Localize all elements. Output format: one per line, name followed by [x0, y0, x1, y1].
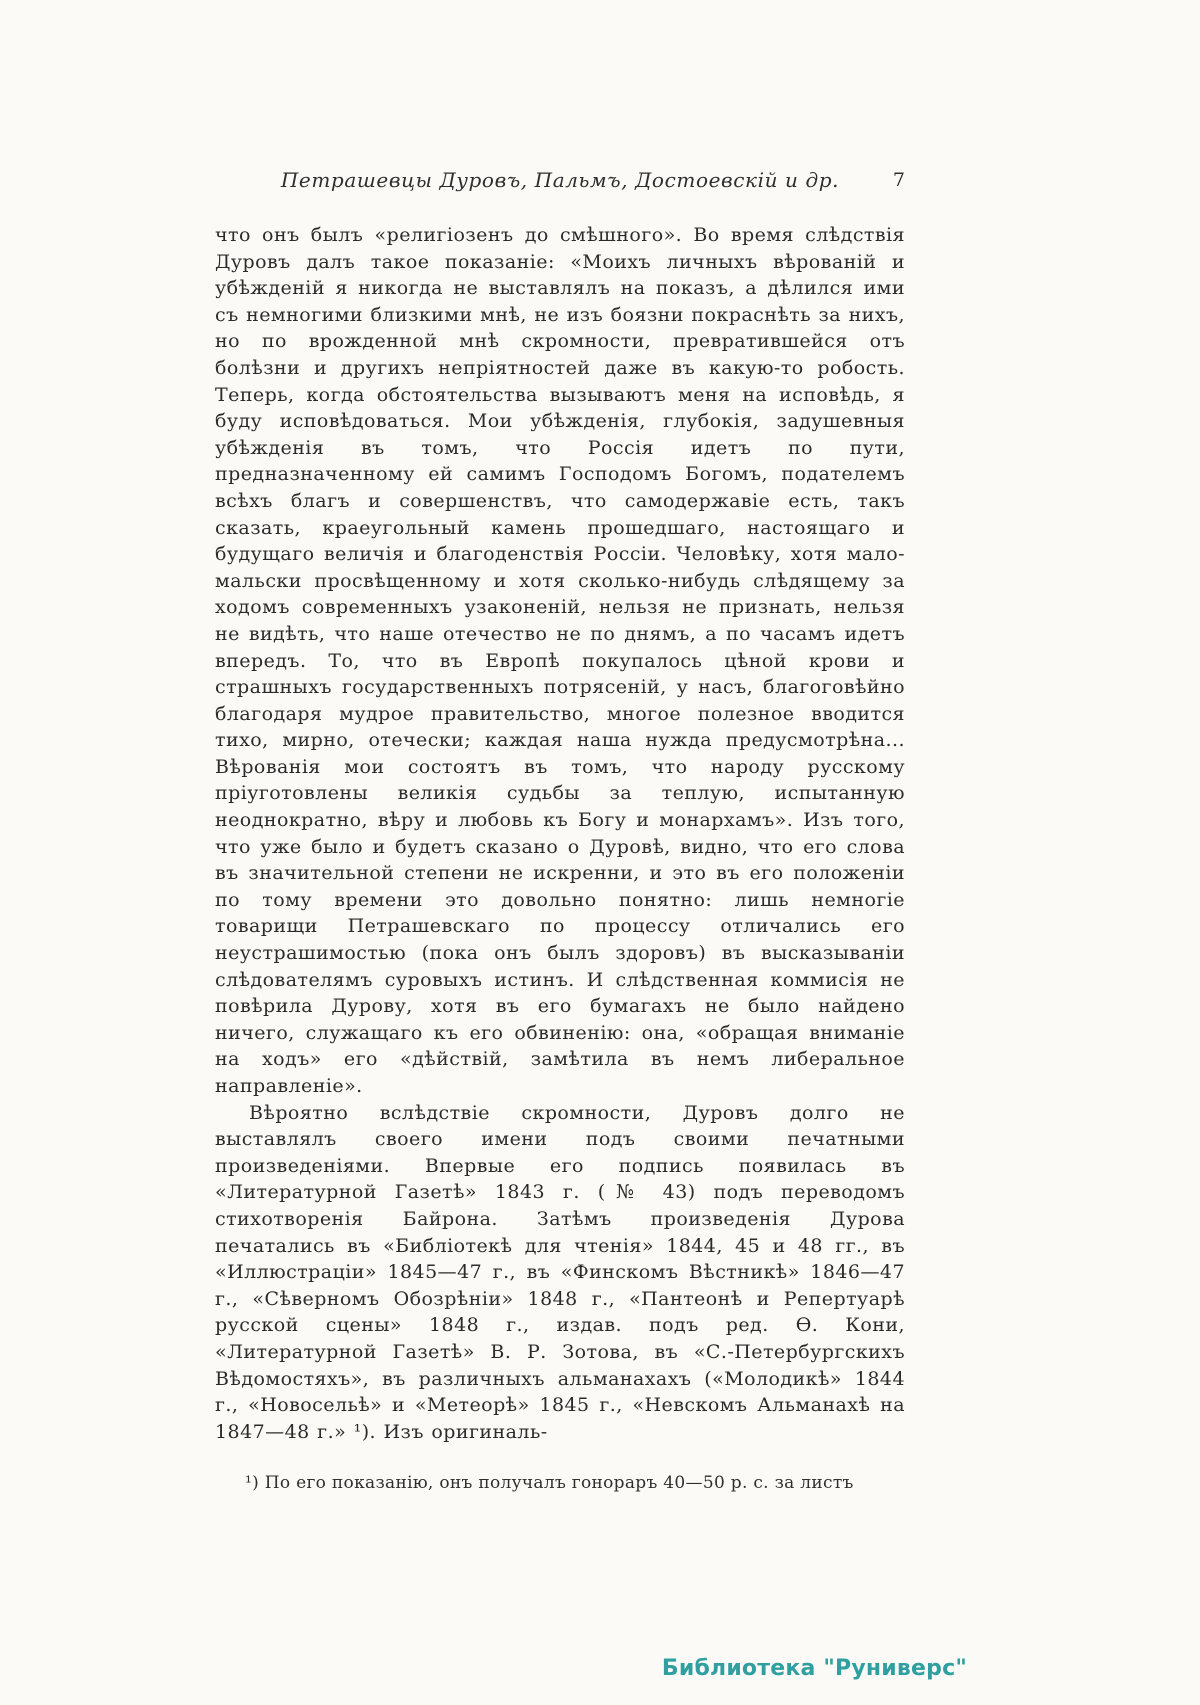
- footnote: ¹) По его показанію, онъ получалъ гонораръ 40—50 р. с. за листъ: [245, 1473, 854, 1494]
- running-header-title: Петрашевцы Дуровъ, Пальмъ, Достоевскій и др.: [280, 168, 840, 192]
- page-number: 7: [892, 169, 905, 191]
- body-text: [215, 222, 905, 1445]
- running-header: [215, 168, 905, 198]
- text-block: [215, 168, 905, 1495]
- paragraph-2: Вѣроятно вслѣдствіе скромности, Дуровъ долго не выставлялъ своего имени подъ своими печатными произведеніями. Впервые его подпись появилась въ «Литературной Газетѣ» 1843 г. (№ 43) подъ переводомъ стихотворенія Байрона. Затѣмъ произведенія Дурова печатались въ «Библіотекѣ для чтенія» 1844, 45 и 48 гг., въ «Иллюстраціи» 1845—47 г., въ «Финскомъ Вѣстникѣ» 1846—47 г., «Сѣверномъ Обозрѣніи» 1848 г., «Пантеонѣ и Репертуарѣ русской сцены» 1848 г., издав. подъ ред. Ѳ. Кони, «Литературной Газетѣ» В. Р. Зотова, въ «С.-Петербургскихъ Вѣдомостяхъ», въ различныхъ альманахахъ («Молодикѣ» 1844 г., «Новосельѣ» и «Метеорѣ» 1845 г., «Невскомъ Альманахѣ на 1847—48 г.» ¹). Изъ оригиналь-: [215, 1101, 905, 1443]
- library-watermark: Библиотека "Руниверс": [661, 1656, 967, 1681]
- paragraph-1: что онъ былъ «религіозенъ до смѣшного». Во время слѣдствія Дуровъ далъ такое показаніе: «Моихъ личныхъ вѣрованій и убѣжденій я никогда не выставлялъ на показъ, а дѣлился ими съ немногими близкими мнѣ, не изъ боязни покраснѣть за нихъ, но по врожденной мнѣ скромности, превратившейся отъ болѣзни и другихъ непріятностей даже въ какую-то робость. Теперь, когда обстоятельства вызываютъ меня на исповѣдь, я буду исповѣдоваться. Мои убѣжденія, глубокія, задушевныя убѣжденія въ томъ, что Россія идетъ по пути, предназначенному ей самимъ Господомъ Богомъ, подателемъ всѣхъ благъ и совершенствъ, что самодержавіе есть, такъ сказать, краеугольный камень прошедшаго, настоящаго и будущаго величія и благоденствія Россіи. Человѣку, хотя мало-мальски просвѣщенному и хотя сколько-нибудь слѣдящему за ходомъ современныхъ узаконеній, нельзя не признать, нельзя не видѣть, что наше отечество не по днямъ, а по часамъ идетъ впередъ. То, что въ Европѣ покупалось цѣной крови и страшныхъ государственныхъ потрясеній, у насъ, благоговѣйно благодаря мудрое правительство, многое полезное вводится тихо, мирно, отечески; каждая наша нужда предусмотрѣна... Вѣрованія мои состоятъ въ томъ, что народу русскому пріуготовлены великія судьбы за теплую, испытанную неоднократно, вѣру и любовь къ Богу и монархамъ». Изъ того, что уже было и будетъ сказано о Дуровѣ, видно, что его слова въ значительной степени не искренни, и это въ его положеніи по тому времени это довольно понятно: лишь немногіе товарищи Петрашевскаго по процессу отличались его неустрашимостью (пока онъ былъ здоровъ) въ высказываніи слѣдователямъ суровыхъ истинъ. И слѣдственная коммисія не повѣрила Дурову, хотя въ его бумагахъ не было найдено ничего, служащаго къ его обвиненію: она, «обращая вниманіе на ходъ» его «дѣйствій, замѣтила въ немъ либеральное направленіе».: [215, 224, 905, 1097]
